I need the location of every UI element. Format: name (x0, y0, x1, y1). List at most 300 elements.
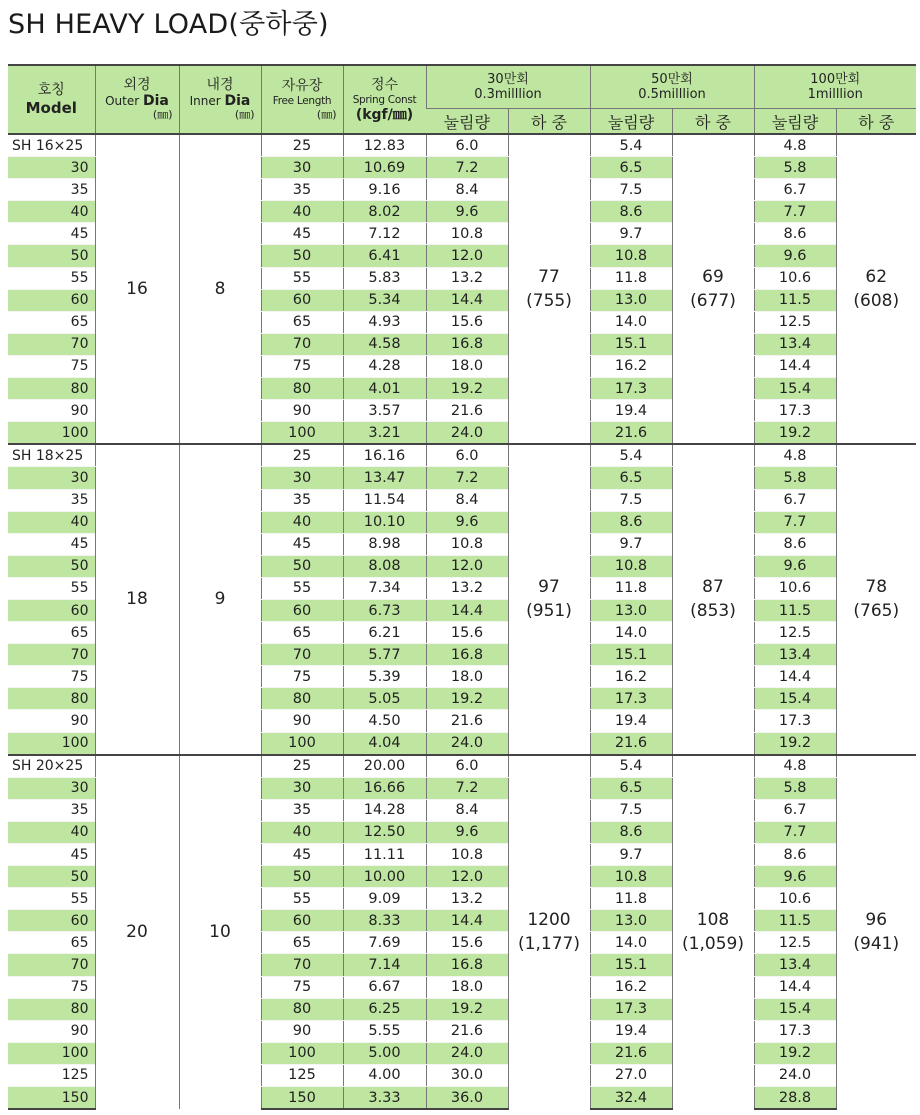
deflection-100-cell: 17.3 (754, 400, 836, 422)
spring-const-cell: 5.83 (343, 267, 426, 289)
deflection-50-cell: 14.0 (590, 622, 672, 644)
deflection-30-cell: 15.6 (426, 311, 508, 333)
deflection-50-cell: 5.4 (590, 444, 672, 467)
deflection-30-cell: 8.4 (426, 489, 508, 511)
spring-const-cell: 4.01 (343, 378, 426, 400)
outer-dia-cell: 20 (95, 755, 179, 1110)
deflection-100-cell: 13.4 (754, 644, 836, 666)
model-cell: 125 (8, 1064, 95, 1086)
load-n-value: (765) (853, 601, 900, 622)
deflection-100-cell: 19.2 (754, 732, 836, 755)
free-length-cell: 70 (261, 644, 343, 666)
deflection-100-cell: 11.5 (754, 289, 836, 311)
model-cell: 100 (8, 1042, 95, 1064)
model-cell: SH 20×25 (8, 755, 95, 778)
model-cell: 150 (8, 1087, 95, 1110)
free-length-cell: 150 (261, 1087, 343, 1110)
deflection-30-cell: 19.2 (426, 378, 508, 400)
header-inner-dia (179, 65, 261, 134)
load-kgf-value: 78 (865, 577, 888, 598)
free-length-cell: 70 (261, 954, 343, 976)
spring-const-cell: 9.09 (343, 888, 426, 910)
model-cell: 60 (8, 289, 95, 311)
spring-const-cell: 16.66 (343, 777, 426, 799)
deflection-50-cell: 17.3 (590, 378, 672, 400)
header-spring-const (343, 65, 426, 134)
free-length-cell: 30 (261, 777, 343, 799)
deflection-50-cell: 21.6 (590, 732, 672, 755)
load-n-value: (1,059) (682, 934, 744, 955)
header-free-length-ko: 자유장 (281, 77, 323, 94)
model-cell: 40 (8, 201, 95, 223)
spring-const-cell: 10.10 (343, 511, 426, 533)
deflection-100-cell: 14.4 (754, 355, 836, 377)
spring-const-cell: 10.00 (343, 866, 426, 888)
deflection-50-cell: 15.1 (590, 333, 672, 355)
deflection-30-cell: 8.4 (426, 799, 508, 821)
free-length-cell: 35 (261, 489, 343, 511)
deflection-30-cell: 6.0 (426, 755, 508, 778)
free-length-cell: 75 (261, 976, 343, 998)
deflection-50-cell: 16.2 (590, 666, 672, 688)
free-length-cell: 45 (261, 223, 343, 245)
free-length-cell: 50 (261, 245, 343, 267)
spring-const-cell: 11.11 (343, 844, 426, 866)
deflection-100-cell: 9.6 (754, 245, 836, 267)
header-group-30-en: 0.3milllion (474, 87, 542, 102)
deflection-50-cell: 8.6 (590, 511, 672, 533)
spring-const-cell: 7.34 (343, 577, 426, 599)
deflection-50-cell: 7.5 (590, 799, 672, 821)
free-length-cell: 90 (261, 710, 343, 732)
deflection-100-cell: 19.2 (754, 1042, 836, 1064)
deflection-100-cell: 4.8 (754, 755, 836, 778)
header-group-100-en: 1milllion (807, 87, 863, 102)
deflection-50-cell: 10.8 (590, 555, 672, 577)
load-30-cell (508, 755, 590, 1110)
spring-const-cell: 9.16 (343, 179, 426, 201)
page-title: SH HEAVY LOAD(중하중) (8, 9, 329, 40)
free-length-cell: 80 (261, 688, 343, 710)
deflection-30-cell: 10.8 (426, 223, 508, 245)
deflection-100-cell: 8.6 (754, 533, 836, 555)
model-cell: 30 (8, 777, 95, 799)
model-cell: 60 (8, 599, 95, 621)
header-model (8, 65, 95, 134)
deflection-30-cell: 18.0 (426, 355, 508, 377)
free-length-cell: 30 (261, 157, 343, 179)
free-length-cell: 80 (261, 378, 343, 400)
free-length-cell: 40 (261, 511, 343, 533)
deflection-30-cell: 21.6 (426, 710, 508, 732)
deflection-50-cell: 14.0 (590, 932, 672, 954)
load-n-value: (853) (690, 601, 736, 622)
load-kgf-value: 1200 (527, 910, 571, 931)
spring-const-cell: 14.28 (343, 799, 426, 821)
deflection-50-cell: 9.7 (590, 533, 672, 555)
header-group-50 (590, 65, 754, 109)
load-kgf-value: 77 (538, 267, 560, 288)
load-kgf-value: 69 (702, 267, 724, 288)
free-length-cell: 65 (261, 622, 343, 644)
deflection-30-cell: 10.8 (426, 533, 508, 555)
header-free-length-unit: (㎜) (316, 107, 337, 121)
load-kgf-value: 87 (702, 577, 724, 598)
load-kgf-value: 108 (696, 910, 730, 931)
outer-dia-cell: 18 (95, 444, 179, 754)
deflection-50-cell: 27.0 (590, 1064, 672, 1086)
deflection-100-cell: 5.8 (754, 777, 836, 799)
spring-const-cell: 8.33 (343, 910, 426, 932)
deflection-30-cell: 13.2 (426, 267, 508, 289)
free-length-cell: 55 (261, 577, 343, 599)
deflection-30-cell: 14.4 (426, 910, 508, 932)
header-group-100-ko: 100만회 (810, 72, 861, 87)
model-cell: 90 (8, 1020, 95, 1042)
deflection-30-cell: 16.8 (426, 644, 508, 666)
spring-const-cell: 4.04 (343, 732, 426, 755)
deflection-50-cell: 32.4 (590, 1087, 672, 1110)
free-length-cell: 60 (261, 289, 343, 311)
header-spring-const-unit: (kgf/㎜) (355, 106, 414, 123)
deflection-50-cell: 6.5 (590, 777, 672, 799)
inner-dia-cell: 9 (179, 444, 261, 754)
load-100-cell (836, 444, 916, 754)
deflection-100-cell: 6.7 (754, 179, 836, 201)
header-outer-dia-bold: Dia (143, 93, 169, 109)
deflection-100-cell: 4.8 (754, 444, 836, 467)
load-100-cell (836, 134, 916, 444)
model-cell: 80 (8, 378, 95, 400)
load-n-value: (1,177) (518, 934, 580, 955)
load-n-value: (608) (853, 291, 900, 312)
deflection-100-cell: 24.0 (754, 1064, 836, 1086)
deflection-50-cell: 9.7 (590, 844, 672, 866)
spring-const-cell: 6.73 (343, 599, 426, 621)
deflection-30-cell: 7.2 (426, 467, 508, 489)
free-length-cell: 35 (261, 799, 343, 821)
free-length-cell: 45 (261, 844, 343, 866)
deflection-50-cell: 13.0 (590, 289, 672, 311)
deflection-100-cell: 19.2 (754, 422, 836, 445)
deflection-30-cell: 24.0 (426, 1042, 508, 1064)
deflection-100-cell: 5.8 (754, 467, 836, 489)
deflection-50-cell: 21.6 (590, 422, 672, 445)
load-30-cell (508, 444, 590, 754)
free-length-cell: 125 (261, 1064, 343, 1086)
free-length-cell: 55 (261, 888, 343, 910)
spring-const-cell: 5.00 (343, 1042, 426, 1064)
header-deflection-50: 눌림량 (590, 109, 672, 135)
load-n-value: (755) (526, 291, 572, 312)
model-cell: 45 (8, 223, 95, 245)
free-length-cell: 30 (261, 467, 343, 489)
spring-const-cell: 6.67 (343, 976, 426, 998)
header-inner-dia-bold: Dia (224, 93, 251, 109)
spring-const-cell: 6.25 (343, 998, 426, 1020)
model-cell: 65 (8, 932, 95, 954)
header-inner-ko: 내경 (206, 77, 234, 93)
deflection-50-cell: 16.2 (590, 355, 672, 377)
deflection-30-cell: 9.6 (426, 821, 508, 843)
model-cell: 40 (8, 511, 95, 533)
deflection-100-cell: 11.5 (754, 910, 836, 932)
deflection-50-cell: 6.5 (590, 467, 672, 489)
free-length-cell: 75 (261, 666, 343, 688)
deflection-50-cell: 11.8 (590, 577, 672, 599)
free-length-cell: 65 (261, 932, 343, 954)
header-group-50-en: 0.5milllion (638, 87, 706, 102)
deflection-30-cell: 6.0 (426, 134, 508, 157)
model-cell: 80 (8, 998, 95, 1020)
spring-const-cell: 10.69 (343, 157, 426, 179)
deflection-50-cell: 11.8 (590, 267, 672, 289)
load-n-value: (951) (526, 601, 572, 622)
deflection-30-cell: 24.0 (426, 422, 508, 445)
deflection-50-cell: 15.1 (590, 954, 672, 976)
outer-dia-cell: 16 (95, 134, 179, 444)
spring-const-cell: 5.55 (343, 1020, 426, 1042)
model-cell: 90 (8, 400, 95, 422)
deflection-100-cell: 14.4 (754, 666, 836, 688)
deflection-50-cell: 21.6 (590, 1042, 672, 1064)
model-cell: 55 (8, 577, 95, 599)
model-cell: 75 (8, 976, 95, 998)
spring-const-cell: 3.57 (343, 400, 426, 422)
deflection-30-cell: 8.4 (426, 179, 508, 201)
deflection-100-cell: 10.6 (754, 577, 836, 599)
deflection-100-cell: 5.8 (754, 157, 836, 179)
spring-const-cell: 8.08 (343, 555, 426, 577)
deflection-30-cell: 13.2 (426, 577, 508, 599)
deflection-50-cell: 10.8 (590, 245, 672, 267)
free-length-cell: 50 (261, 866, 343, 888)
deflection-100-cell: 15.4 (754, 998, 836, 1020)
spring-const-cell: 4.58 (343, 333, 426, 355)
model-cell: 75 (8, 355, 95, 377)
table-row (8, 444, 916, 467)
deflection-100-cell: 12.5 (754, 622, 836, 644)
model-cell: SH 18×25 (8, 444, 95, 467)
header-model-ko: 호칭 (37, 82, 65, 98)
model-cell: 80 (8, 688, 95, 710)
deflection-30-cell: 12.0 (426, 245, 508, 267)
spring-const-cell: 3.21 (343, 422, 426, 445)
free-length-cell: 40 (261, 201, 343, 223)
deflection-50-cell: 17.3 (590, 998, 672, 1020)
spring-const-cell: 5.34 (343, 289, 426, 311)
free-length-cell: 35 (261, 179, 343, 201)
header-deflection-30: 눌림량 (426, 109, 508, 135)
spring-const-cell: 5.77 (343, 644, 426, 666)
model-cell: SH 16×25 (8, 134, 95, 157)
free-length-cell: 55 (261, 267, 343, 289)
header-outer-dia (95, 65, 179, 134)
free-length-cell: 45 (261, 533, 343, 555)
deflection-30-cell: 19.2 (426, 998, 508, 1020)
deflection-100-cell: 17.3 (754, 710, 836, 732)
spring-const-cell: 8.98 (343, 533, 426, 555)
free-length-cell: 65 (261, 311, 343, 333)
deflection-100-cell: 6.7 (754, 489, 836, 511)
free-length-cell: 25 (261, 134, 343, 157)
model-cell: 60 (8, 910, 95, 932)
deflection-100-cell: 8.6 (754, 844, 836, 866)
deflection-30-cell: 13.2 (426, 888, 508, 910)
deflection-50-cell: 10.8 (590, 866, 672, 888)
spring-const-cell: 8.02 (343, 201, 426, 223)
deflection-50-cell: 5.4 (590, 755, 672, 778)
deflection-50-cell: 15.1 (590, 644, 672, 666)
free-length-cell: 90 (261, 1020, 343, 1042)
spring-const-cell: 7.12 (343, 223, 426, 245)
deflection-30-cell: 21.6 (426, 400, 508, 422)
deflection-100-cell: 13.4 (754, 954, 836, 976)
header-outer-unit: (㎜) (152, 108, 173, 121)
deflection-30-cell: 16.8 (426, 333, 508, 355)
model-cell: 45 (8, 533, 95, 555)
model-cell: 55 (8, 267, 95, 289)
load-50-cell (672, 134, 754, 444)
deflection-30-cell: 16.8 (426, 954, 508, 976)
deflection-30-cell: 18.0 (426, 666, 508, 688)
model-cell: 55 (8, 888, 95, 910)
header-load-100: 하 중 (836, 109, 916, 135)
model-cell: 65 (8, 622, 95, 644)
deflection-30-cell: 14.4 (426, 289, 508, 311)
deflection-30-cell: 15.6 (426, 622, 508, 644)
load-30-cell (508, 134, 590, 444)
deflection-30-cell: 36.0 (426, 1087, 508, 1110)
deflection-50-cell: 17.3 (590, 688, 672, 710)
deflection-30-cell: 19.2 (426, 688, 508, 710)
load-100-cell (836, 755, 916, 1110)
header-free-length-en: Free Length (272, 94, 332, 107)
deflection-100-cell: 10.6 (754, 888, 836, 910)
spring-const-cell: 4.93 (343, 311, 426, 333)
deflection-30-cell: 30.0 (426, 1064, 508, 1086)
free-length-cell: 75 (261, 355, 343, 377)
deflection-30-cell: 24.0 (426, 732, 508, 755)
free-length-cell: 25 (261, 444, 343, 467)
header-spring-const-ko: 정수 (370, 76, 399, 93)
table-header (8, 65, 916, 134)
load-50-cell (672, 444, 754, 754)
deflection-100-cell: 13.4 (754, 333, 836, 355)
load-kgf-value: 62 (865, 267, 888, 288)
deflection-50-cell: 14.0 (590, 311, 672, 333)
load-kgf-value: 97 (538, 577, 560, 598)
model-cell: 70 (8, 333, 95, 355)
header-outer-en: Outer (105, 94, 143, 108)
load-n-value: (941) (853, 934, 900, 955)
header-inner-en: Inner (189, 94, 225, 108)
model-cell: 65 (8, 311, 95, 333)
model-cell: 50 (8, 245, 95, 267)
deflection-50-cell: 8.6 (590, 201, 672, 223)
deflection-100-cell: 8.6 (754, 223, 836, 245)
spring-const-cell: 7.14 (343, 954, 426, 976)
free-length-cell: 100 (261, 1042, 343, 1064)
header-inner-unit: (㎜) (234, 108, 255, 121)
deflection-100-cell: 10.6 (754, 267, 836, 289)
spring-const-cell: 12.50 (343, 821, 426, 843)
deflection-30-cell: 6.0 (426, 444, 508, 467)
header-model-en: Model (25, 99, 77, 117)
deflection-50-cell: 16.2 (590, 976, 672, 998)
model-cell: 70 (8, 644, 95, 666)
inner-dia-cell: 10 (179, 755, 261, 1110)
header-free-length (261, 65, 343, 134)
deflection-100-cell: 14.4 (754, 976, 836, 998)
header-load-50: 하 중 (672, 109, 754, 135)
spring-const-cell: 11.54 (343, 489, 426, 511)
spring-const-cell: 5.39 (343, 666, 426, 688)
free-length-cell: 60 (261, 599, 343, 621)
deflection-50-cell: 9.7 (590, 223, 672, 245)
deflection-100-cell: 12.5 (754, 311, 836, 333)
deflection-50-cell: 7.5 (590, 179, 672, 201)
free-length-cell: 40 (261, 821, 343, 843)
spring-const-cell: 20.00 (343, 755, 426, 778)
model-cell: 45 (8, 844, 95, 866)
free-length-cell: 50 (261, 555, 343, 577)
deflection-30-cell: 12.0 (426, 555, 508, 577)
deflection-30-cell: 7.2 (426, 777, 508, 799)
deflection-30-cell: 15.6 (426, 932, 508, 954)
header-deflection-100: 눌림량 (754, 109, 836, 135)
free-length-cell: 25 (261, 755, 343, 778)
spring-const-cell: 7.69 (343, 932, 426, 954)
free-length-cell: 80 (261, 998, 343, 1020)
deflection-50-cell: 5.4 (590, 134, 672, 157)
deflection-100-cell: 6.7 (754, 799, 836, 821)
load-50-cell (672, 755, 754, 1110)
model-cell: 35 (8, 799, 95, 821)
model-cell: 30 (8, 157, 95, 179)
spring-const-cell: 4.28 (343, 355, 426, 377)
load-kgf-value: 96 (865, 910, 888, 931)
spec-table (8, 64, 916, 1110)
model-cell: 40 (8, 821, 95, 843)
deflection-50-cell: 13.0 (590, 910, 672, 932)
model-cell: 50 (8, 866, 95, 888)
deflection-100-cell: 7.7 (754, 201, 836, 223)
header-group-30 (426, 65, 590, 109)
deflection-100-cell: 9.6 (754, 555, 836, 577)
deflection-100-cell: 15.4 (754, 688, 836, 710)
deflection-50-cell: 13.0 (590, 599, 672, 621)
load-n-value: (677) (690, 291, 736, 312)
free-length-cell: 100 (261, 422, 343, 445)
deflection-100-cell: 7.7 (754, 821, 836, 843)
model-cell: 35 (8, 179, 95, 201)
deflection-100-cell: 11.5 (754, 599, 836, 621)
header-outer-ko: 외경 (123, 77, 151, 93)
deflection-50-cell: 19.4 (590, 1020, 672, 1042)
spring-const-cell: 3.33 (343, 1087, 426, 1110)
deflection-30-cell: 7.2 (426, 157, 508, 179)
model-cell: 35 (8, 489, 95, 511)
deflection-100-cell: 28.8 (754, 1087, 836, 1110)
free-length-cell: 100 (261, 732, 343, 755)
deflection-100-cell: 15.4 (754, 378, 836, 400)
spring-const-cell: 6.41 (343, 245, 426, 267)
spring-const-cell: 12.83 (343, 134, 426, 157)
free-length-cell: 70 (261, 333, 343, 355)
deflection-30-cell: 9.6 (426, 511, 508, 533)
inner-dia-cell: 8 (179, 134, 261, 444)
